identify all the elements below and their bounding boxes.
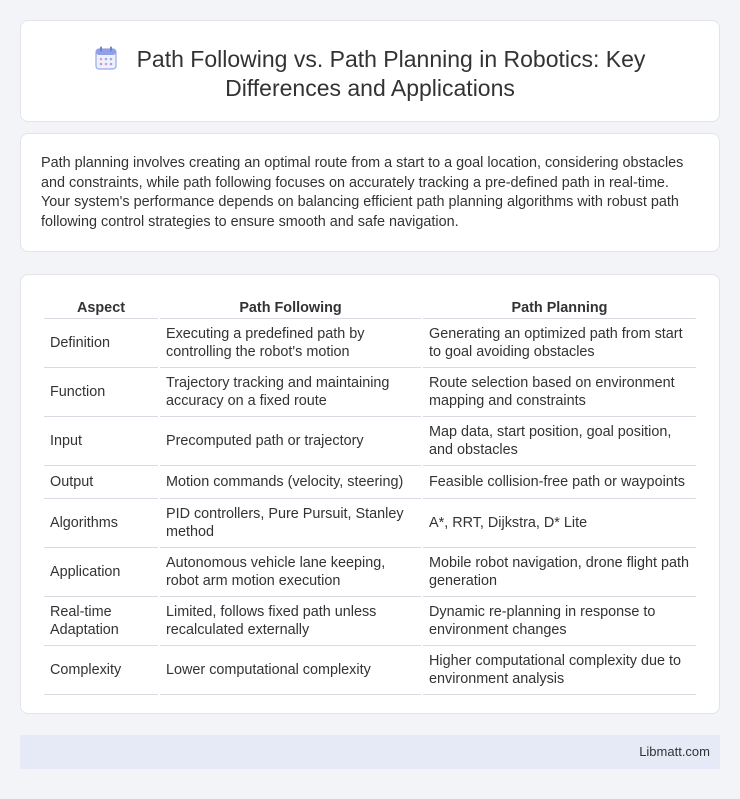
table-row (44, 597, 696, 646)
row-aspect: Input (44, 417, 158, 466)
row-aspect: Function (44, 368, 158, 417)
comparison-table (42, 297, 698, 695)
row-aspect: Definition (44, 319, 158, 368)
table-row (44, 548, 696, 597)
row-aspect: Complexity (44, 646, 158, 695)
row-path-planning: Generating an optimized path from start to goal avoiding obstacles (423, 319, 696, 368)
calendar-icon (95, 46, 117, 70)
row-aspect: Algorithms (44, 499, 158, 548)
row-path-following: Executing a predefined path by controlling the robot's motion (160, 319, 421, 368)
header-path-following: Path Following (160, 297, 421, 319)
table-row (44, 499, 696, 548)
row-path-planning: Feasible collision-free path or waypoints (423, 466, 696, 499)
table-row (44, 319, 696, 368)
row-path-planning: Dynamic re-planning in response to environment changes (423, 597, 696, 646)
table-row (44, 417, 696, 466)
row-path-following: Precomputed path or trajectory (160, 417, 421, 466)
row-path-planning: Route selection based on environment mapping and constraints (423, 368, 696, 417)
table-row (44, 646, 696, 695)
row-path-planning: Mobile robot navigation, drone flight path generation (423, 548, 696, 597)
footer-brand: Libmatt.com (639, 744, 710, 759)
page-title: Path Following vs. Path Planning in Robotics: Key Differences and Applications (136, 46, 646, 101)
row-path-following: Motion commands (velocity, steering) (160, 466, 421, 499)
row-aspect: Output (44, 466, 158, 499)
header-path-planning: Path Planning (423, 297, 696, 319)
row-path-following: Autonomous vehicle lane keeping, robot arm motion execution (160, 548, 421, 597)
footer-bar (20, 735, 720, 769)
page-title-wrap (21, 45, 719, 103)
row-path-following: Limited, follows fixed path unless recalculated externally (160, 597, 421, 646)
row-aspect: Application (44, 548, 158, 597)
table-row (44, 466, 696, 499)
row-path-planning: A*, RRT, Dijkstra, D* Lite (423, 499, 696, 548)
row-path-following: Trajectory tracking and maintaining accuracy on a fixed route (160, 368, 421, 417)
row-path-planning: Higher computational complexity due to environment analysis (423, 646, 696, 695)
row-aspect: Real-time Adaptation (44, 597, 158, 646)
title-card (20, 20, 720, 122)
intro-paragraph: Path planning involves creating an optimal route from a start to a goal location, considering obstacles and constraints, while path following focuses on accurately tracking a pre-defined path in real-time. Your system's performance depends on balancing efficient path planning algorithms with robust path following control strategies to ensure smooth and safe navigation. (41, 155, 684, 230)
header-aspect: Aspect (44, 297, 158, 319)
intro-card (20, 133, 720, 252)
table-row (44, 368, 696, 417)
row-path-planning: Map data, start position, goal position, and obstacles (423, 417, 696, 466)
row-path-following: Lower computational complexity (160, 646, 421, 695)
comparison-table-card (20, 274, 720, 714)
row-path-following: PID controllers, Pure Pursuit, Stanley method (160, 499, 421, 548)
